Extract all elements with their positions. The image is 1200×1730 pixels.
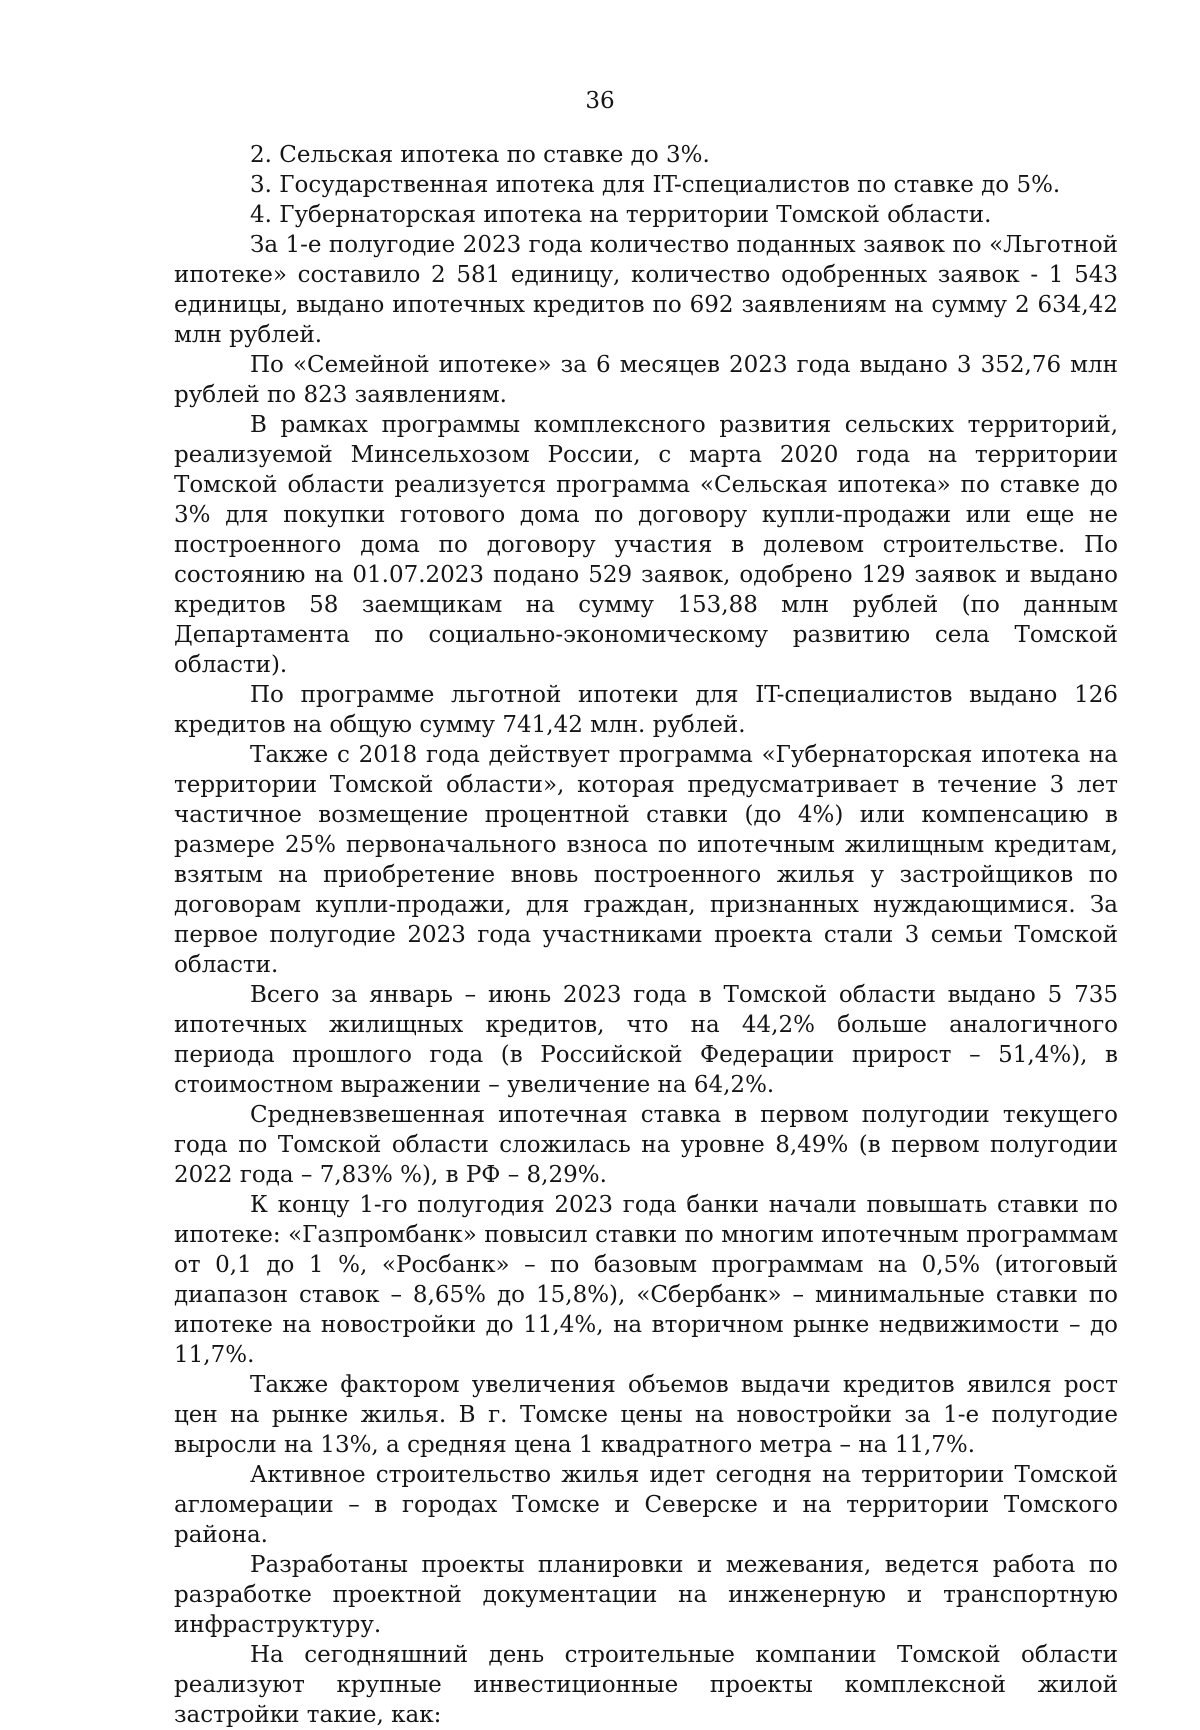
paragraph-rural-development: В рамках программы комплексного развития сельских территорий, реализуемой Минсельхозом России, с марта 2020 года на территории Томской области реализуется программа «Сельская ипотека» по ставке до 3% для покупки готового дома по договору купли-продажи или еще не построенного дома по договору участия в долевом строительстве. По состоянию на 01.07.2023 подано 529 заявок, одобрено 129 заявок и выдано кредитов 58 заемщикам на сумму 153,88 млн рублей (по данным Департамента по социально-экономическому развитию села Томской области). <box>174 412 1118 678</box>
page-number: 36 <box>585 88 615 114</box>
paragraph-construction: Активное строительство жилья идет сегодня на территории Томской агломерации – в городах Томске и Северске и на территории Томского района. <box>174 1462 1118 1548</box>
paragraph-preferential-mortgage: За 1-е полугодие 2023 года количество поданных заявок по «Льготной ипотеке» составило 2 581 единицу, количество одобренных заявок - 1 543 единицы, выдано ипотечных кредитов по 692 заявлениям на сумму 2 634,42 млн рублей. <box>174 232 1118 348</box>
document-body <box>174 140 1118 1730</box>
paragraph-it-specialists: По программе льготной ипотеки для IT-специалистов выдано 126 кредитов на общую сумму 741,42 млн. рублей. <box>174 682 1118 738</box>
paragraph-total-loans: Всего за январь – июнь 2023 года в Томской области выдано 5 735 ипотечных жилищных кредитов, что на 44,2% больше аналогичного периода прошлого года (в Российской Федерации прирост – 51,4%), в стоимостном выражении – увеличение на 64,2%. <box>174 982 1118 1098</box>
paragraph-price-growth: Также фактором увеличения объемов выдачи кредитов явился рост цен на рынке жилья. В г. Томске цены на новостройки за 1-е полугодие выросли на 13%, а средняя цена 1 квадратного метра – на 11,7%. <box>174 1372 1118 1458</box>
paragraph-family-mortgage: По «Семейной ипотеке» за 6 месяцев 2023 года выдано 3 352,76 млн рублей по 823 заявлениям. <box>174 352 1118 408</box>
paragraph-bank-rates: К концу 1-го полугодия 2023 года банки начали повышать ставки по ипотеке: «Газпромбанк» повысил ставки по многим ипотечным программам от 0,1 до 1 %, «Росбанк» – по базовым программам на 0,5% (итоговый диапазон ставок – 8,65% до 15,8%), «Сбербанк» – минимальные ставки по ипотеке на новостройки до 11,4%, на вторичном рынке недвижимости – до 11,7%. <box>174 1192 1118 1368</box>
paragraph-average-rate: Средневзвешенная ипотечная ставка в первом полугодии текущего года по Томской области сложилась на уровне 8,49% (в первом полугодии 2022 года – 7,83% %), в РФ – 8,29%. <box>174 1102 1118 1188</box>
list-item-it-mortgage: 3. Государственная ипотека для IT-специалистов по ставке до 5%. <box>250 172 1061 198</box>
paragraph-planning: Разработаны проекты планировки и межевания, ведется работа по разработке проектной документации на инженерную и транспортную инфраструктуру. <box>174 1552 1118 1638</box>
list-item-governor-mortgage: 4. Губернаторская ипотека на территории Томской области. <box>250 202 992 228</box>
paragraph-governor-program: Также с 2018 года действует программа «Губернаторская ипотека на территории Томской области», которая предусматривает в течение 3 лет частичное возмещение процентной ставки (до 4%) или компенсацию в размере 25% первоначального взноса по ипотечным жилищным кредитам, взятым на приобретение вновь построенного жилья у застройщиков по договорам купли-продажи, для граждан, признанных нуждающимися. За первое полугодие 2023 года участниками проекта стали 3 семьи Томской области. <box>174 742 1118 978</box>
list-item-rural-mortgage: 2. Сельская ипотека по ставке до 3%. <box>250 142 710 168</box>
paragraph-investment-projects: На сегодняшний день строительные компании Томской области реализуют крупные инвестиционные проекты комплексной жилой застройки такие, как: <box>174 1642 1118 1728</box>
